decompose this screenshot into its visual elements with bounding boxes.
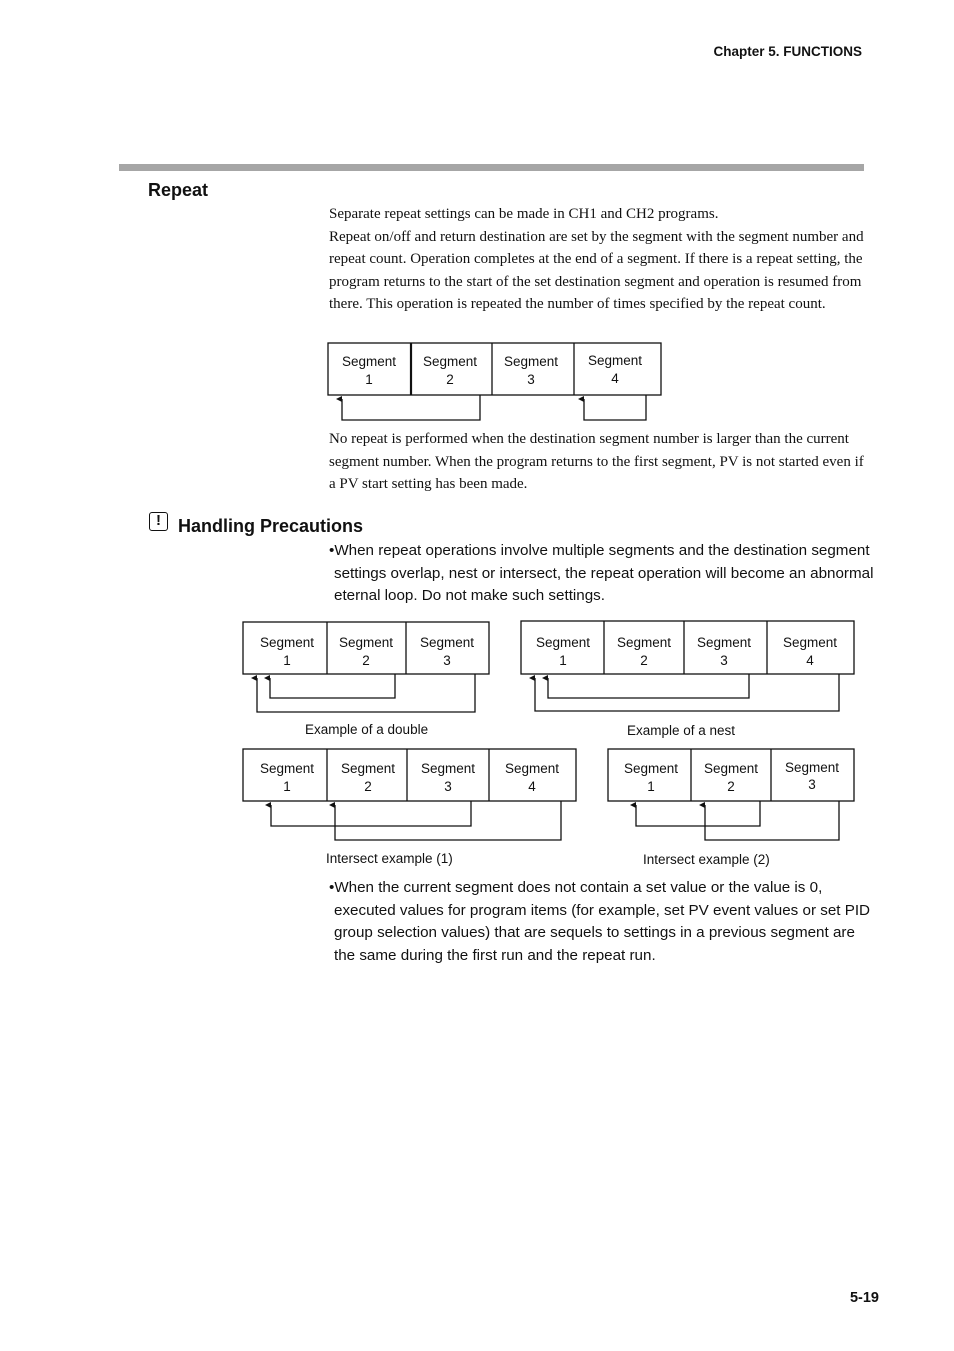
- svg-text:Segment: Segment: [420, 761, 476, 776]
- segment-number: 1: [365, 372, 373, 387]
- svg-text:Segment: Segment: [703, 761, 759, 776]
- svg-text:2: 2: [364, 779, 372, 794]
- return-arrow: [257, 674, 475, 712]
- svg-text:4: 4: [528, 779, 536, 794]
- svg-text:2: 2: [727, 779, 735, 794]
- svg-text:1: 1: [647, 779, 655, 794]
- svg-text:Segment: Segment: [340, 761, 396, 776]
- svg-text:2: 2: [362, 653, 370, 668]
- svg-text:3: 3: [720, 653, 728, 668]
- svg-text:Segment: Segment: [784, 760, 840, 775]
- return-arrow: [335, 801, 561, 840]
- svg-text:1: 1: [283, 653, 291, 668]
- return-arrow: [636, 801, 760, 826]
- svg-text:4: 4: [806, 653, 814, 668]
- svg-text:Segment: Segment: [259, 635, 315, 650]
- svg-text:Segment: Segment: [535, 635, 591, 650]
- svg-text:3: 3: [444, 779, 452, 794]
- segment-number: 2: [446, 372, 454, 387]
- svg-text:2: 2: [640, 653, 648, 668]
- repeat-paragraph-3: No repeat is performed when the destination segment number is larger than the current segment number. When the program returns to the first segment, PV is not started even if a PV start setting has been made.: [329, 431, 864, 492]
- segment-strip: [328, 343, 661, 395]
- repeat-paragraph-1: Separate repeat settings can be made in CH1 and CH2 programs.: [329, 206, 719, 222]
- no-repeat-description: [329, 428, 865, 496]
- repeat-paragraph-2: Repeat on/off and return destination are set by the segment with the segment number and repeat count. Operation completes at the end of a segment. If there is a repeat setting, the program returns to the start of the set destination segment and operation is resumed from there. This operation is repeated the number of times specified by the repeat count.: [329, 228, 864, 312]
- precaution-bullet-2: •When the current segment does not contain a set value or the value is 0, executed values for program items (for example, set PV event values or set PID group selection values) that are sequels to settings in a previous segment are the same during the first run and the repeat run.: [329, 879, 871, 964]
- repeat-heading: Repeat: [148, 180, 209, 200]
- svg-text:Segment: Segment: [259, 761, 315, 776]
- segment-label: Segment: [503, 354, 559, 369]
- return-arrow: [342, 395, 480, 420]
- intersect1-caption: Intersect example (1): [326, 851, 453, 866]
- svg-text:1: 1: [283, 779, 291, 794]
- handling-precautions-heading: Handling Precautions: [178, 516, 364, 536]
- segment-label: Segment: [587, 353, 643, 368]
- segment-label: Segment: [422, 354, 478, 369]
- return-arrow: [584, 395, 646, 420]
- return-arrow: [548, 674, 749, 698]
- segment-number: 4: [611, 371, 619, 386]
- double-caption: Example of a double: [305, 722, 429, 737]
- svg-text:Segment: Segment: [782, 635, 838, 650]
- exclamation-icon: !: [149, 512, 168, 531]
- svg-text:Segment: Segment: [696, 635, 752, 650]
- svg-text:3: 3: [443, 653, 451, 668]
- return-arrow: [270, 674, 395, 698]
- intersect2-caption: Intersect example (2): [643, 852, 770, 867]
- segment-label: Segment: [341, 354, 397, 369]
- nest-caption: Example of a nest: [627, 723, 736, 738]
- svg-text:Segment: Segment: [419, 635, 475, 650]
- page-number: 5-19: [849, 1290, 879, 1306]
- svg-text:Segment: Segment: [338, 635, 394, 650]
- return-arrow: [271, 801, 471, 826]
- return-arrow: [535, 674, 839, 711]
- svg-text:1: 1: [559, 653, 567, 668]
- segment-number: 3: [527, 372, 535, 387]
- svg-text:3: 3: [808, 777, 816, 792]
- precaution-bullet-1: •When repeat operations involve multiple segments and the destination segment settings overlap, nest or intersect, the repeat operation will become an abnormal eternal loop. Do not make such settings.: [329, 542, 874, 604]
- svg-text:Segment: Segment: [616, 635, 672, 650]
- return-arrow: [705, 801, 839, 840]
- svg-text:Segment: Segment: [504, 761, 560, 776]
- svg-text:Segment: Segment: [623, 761, 679, 776]
- chapter-header: Chapter 5. FUNCTIONS: [713, 44, 862, 59]
